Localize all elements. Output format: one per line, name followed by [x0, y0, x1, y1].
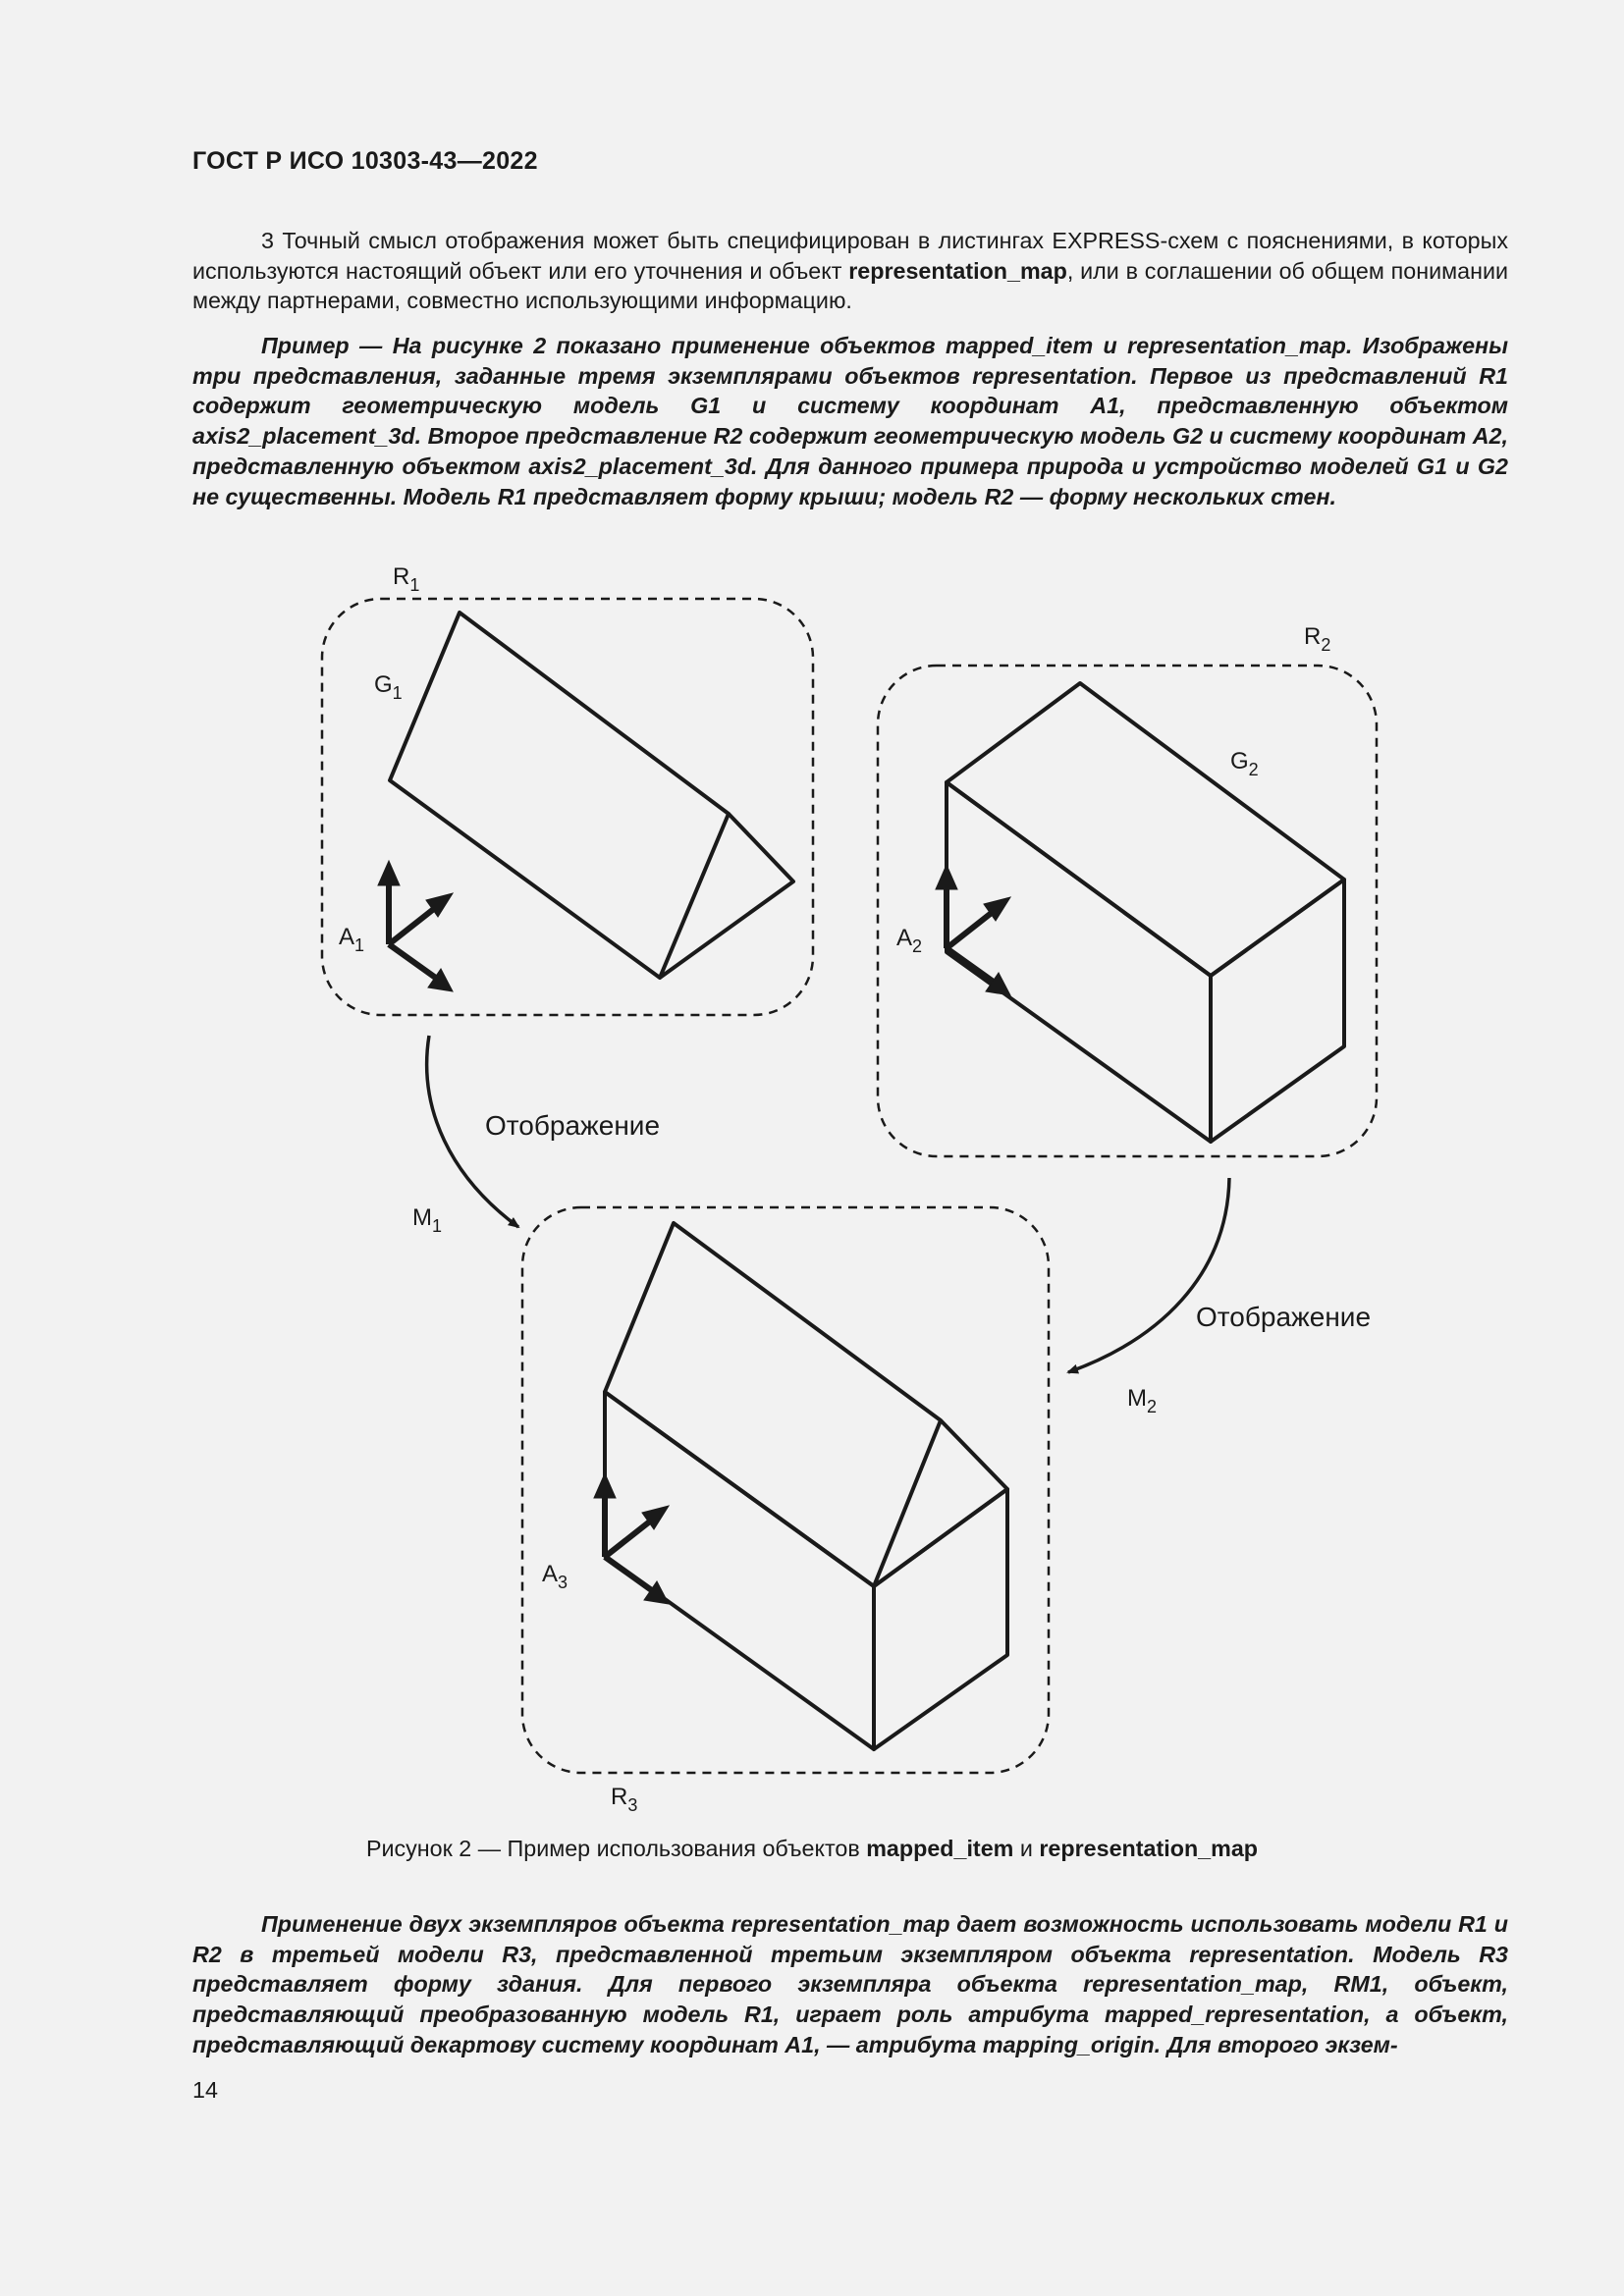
label-r3 — [611, 1784, 637, 1815]
label-a2-letter: A — [896, 925, 913, 951]
label-a1-sub: 1 — [354, 935, 365, 955]
caption-prefix: Рисунок 2 — Пример использования объектов — [365, 1836, 867, 1861]
label-m2-sub: 2 — [1147, 1397, 1158, 1416]
note-3-text-end: , или в соглашении об общем понимании между партнерами, совместно использующими информацию. — [192, 257, 1509, 314]
note-3-bold-term: representation_map — [848, 257, 1067, 284]
label-g1 — [374, 671, 403, 703]
label-m2 — [1127, 1385, 1157, 1416]
building-model-r3 — [605, 1223, 1007, 1749]
caption-bold-1: mapped_item — [866, 1836, 1014, 1861]
label-m1 — [412, 1204, 442, 1236]
page-number: 14 — [192, 2077, 218, 2103]
label-r3-sub: 3 — [627, 1795, 638, 1815]
label-r2-letter: R — [1304, 623, 1322, 650]
axis-system-a1 — [378, 861, 453, 991]
label-a1-letter: A — [339, 924, 355, 950]
mapping-label-1: Отображение — [485, 1110, 661, 1141]
label-g2-letter: G — [1230, 748, 1249, 774]
example-paragraph: Пример — На рисунке 2 показано применение объектов mapped_item и representation_map. Изображены три представления, заданные тремя экземплярами объектов representation. Первое из представлений R1 содержит геометрическую модель G1 и систему координат A1, представленную объектом axis2_placement_3d. Второе представление R2 содержит геометрическую модель G2 и систему координат A2, представленную объектом axis2_placement_3d. Для данного примера природа и устройство моделей G1 и G2 не существенны. Модель R1 представляет форму крыши; модель R2 — форму нескольких стен. — [192, 333, 1508, 509]
figure-caption — [0, 1836, 1624, 1862]
mapping-label-2: Отображение — [1196, 1302, 1372, 1332]
label-a1 — [339, 924, 364, 955]
label-g1-letter: G — [374, 671, 393, 698]
roof-model-g1 — [390, 613, 793, 978]
label-a2 — [896, 925, 922, 956]
label-a2-sub: 2 — [912, 936, 923, 956]
caption-mid: и — [1013, 1836, 1040, 1861]
label-g2 — [1230, 748, 1259, 779]
axis-system-a3 — [594, 1473, 669, 1604]
label-g1-sub: 1 — [392, 683, 403, 703]
label-r2-sub: 2 — [1321, 635, 1331, 655]
label-r1-sub: 1 — [409, 575, 420, 595]
closing-paragraph: Применение двух экземпляров объекта representation_map дает возможность использовать модели R1 и R2 в третьей модели R3, представленной третьим экземпляром объекта representation. Модель R3 представляет форму здания. Для первого экземпляра объекта representation_map, RM1, объект, представляющий преобразованную модель R1, играет роль атрибута mapped_representation, а объект, представляющий декартову систему координат A1, — атрибута mapping_origin. Для второго экзем- — [192, 1911, 1508, 2057]
note-3-text-start: 3 Точный смысл отображения может быть специфицирован в листингах EXPRESS-схем с пояснениями, в которых используются настоящий объект или его уточнения и объект — [192, 228, 1508, 284]
label-r3-letter: R — [611, 1784, 628, 1810]
caption-bold-2: representation_map — [1039, 1836, 1259, 1861]
document-header: ГОСТ Р ИСО 10303-43—2022 — [192, 147, 538, 175]
label-m1-letter: M — [412, 1204, 432, 1231]
label-a3-sub: 3 — [558, 1573, 568, 1592]
label-r2 — [1304, 623, 1330, 655]
label-a3 — [542, 1561, 568, 1592]
label-g2-sub: 2 — [1248, 760, 1259, 779]
label-m2-letter: M — [1127, 1385, 1147, 1412]
label-m1-sub: 1 — [432, 1216, 443, 1236]
label-r1 — [393, 563, 419, 595]
axis-system-a2 — [936, 865, 1010, 995]
label-r1-letter: R — [393, 563, 410, 590]
walls-model-g2 — [947, 683, 1344, 1142]
mapping-arrow-m2 — [1068, 1178, 1229, 1372]
label-a3-letter: A — [542, 1561, 559, 1587]
